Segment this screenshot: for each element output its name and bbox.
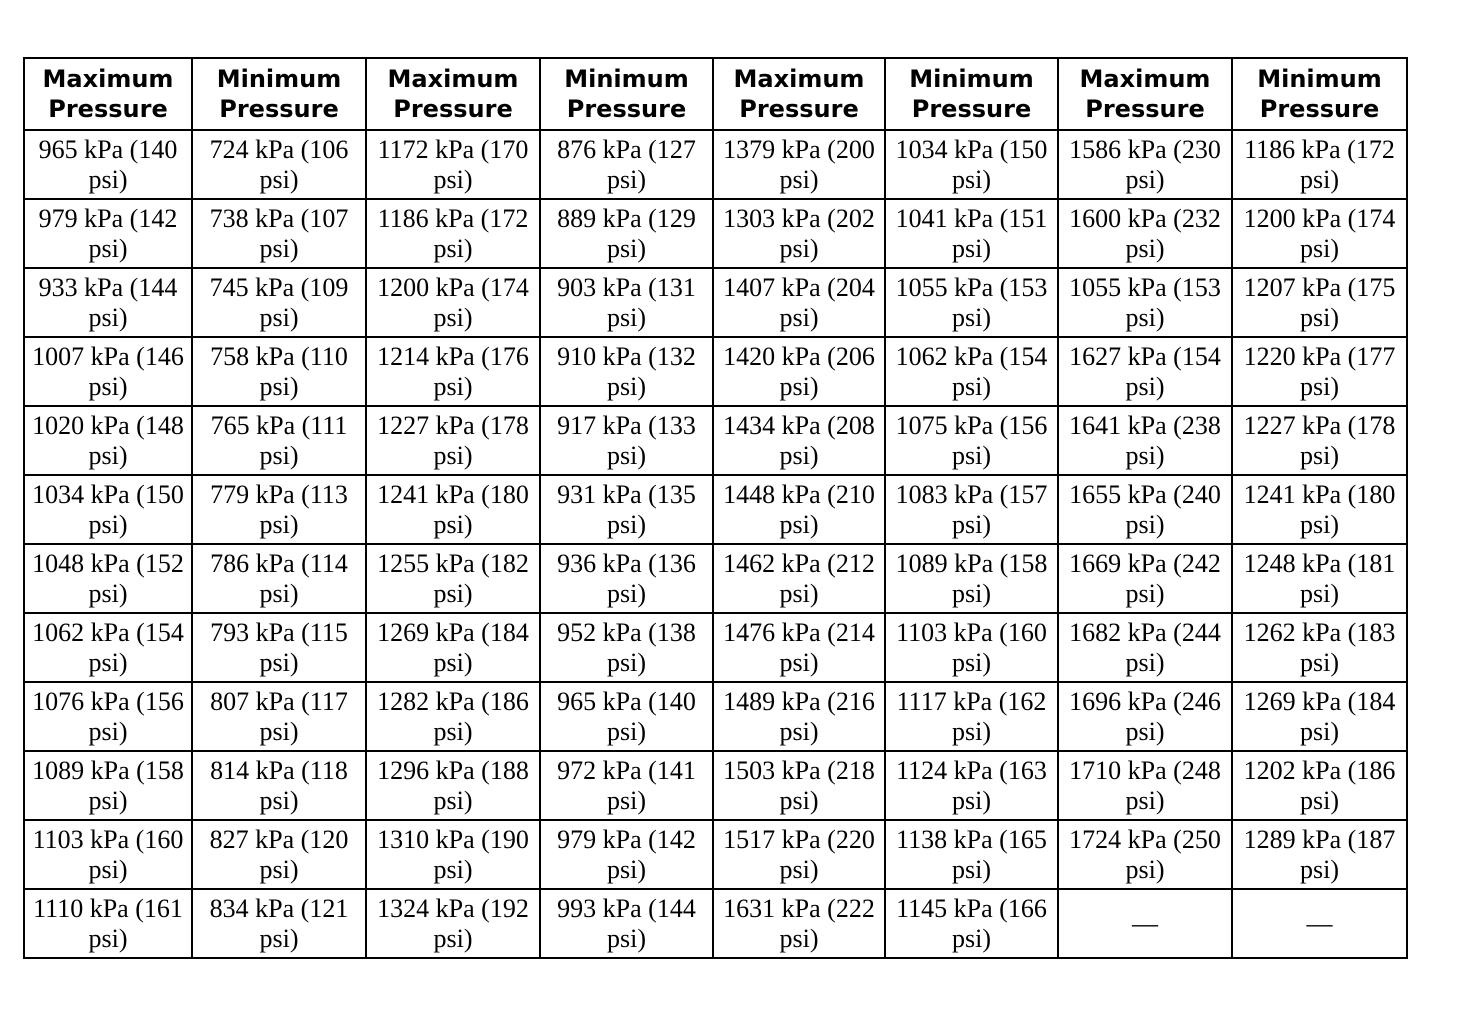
table-cell <box>885 406 1058 475</box>
column-header <box>885 58 1058 130</box>
table-cell <box>192 682 366 751</box>
table-cell <box>713 406 885 475</box>
column-header <box>192 58 366 130</box>
column-header-label: Maximum Pressure <box>1079 65 1211 123</box>
table-cell <box>366 130 540 199</box>
pressure-value: 972 kPa (141 psi) <box>557 755 696 815</box>
pressure-value: 1448 kPa (210 psi) <box>723 479 875 539</box>
table-cell <box>24 544 192 613</box>
pressure-value: 1034 kPa (150 psi) <box>895 134 1048 194</box>
table-cell <box>1232 751 1407 820</box>
table-cell <box>366 199 540 268</box>
pressure-value: 1083 kPa (157 psi) <box>895 479 1048 539</box>
table-cell <box>885 889 1058 958</box>
table-body <box>24 130 1407 958</box>
table-row <box>24 475 1407 544</box>
table-cell <box>24 682 192 751</box>
pressure-value: 1214 kPa (176 psi) <box>377 341 529 401</box>
pressure-value: 1282 kPa (186 psi) <box>377 686 529 746</box>
table-row <box>24 751 1407 820</box>
pressure-value: 1420 kPa (206 psi) <box>723 341 875 401</box>
pressure-value: 807 kPa (117 psi) <box>210 686 348 746</box>
table-cell <box>540 268 713 337</box>
pressure-value: 1055 kPa (153 psi) <box>895 272 1048 332</box>
column-header <box>24 58 192 130</box>
table-cell <box>1058 268 1232 337</box>
pressure-value: — <box>1132 908 1158 938</box>
table-cell <box>24 268 192 337</box>
pressure-value: 1262 kPa (183 psi) <box>1243 617 1396 677</box>
table-cell <box>1058 544 1232 613</box>
pressure-value: 1696 kPa (246 psi) <box>1069 686 1221 746</box>
table-cell <box>713 199 885 268</box>
pressure-value: 903 kPa (131 psi) <box>557 272 696 332</box>
table-cell <box>1058 337 1232 406</box>
table-cell <box>1232 613 1407 682</box>
pressure-value: 779 kPa (113 psi) <box>210 479 348 539</box>
pressure-value: 1248 kPa (181 psi) <box>1243 548 1396 608</box>
table-cell <box>1058 613 1232 682</box>
table-cell <box>713 544 885 613</box>
table-cell <box>24 751 192 820</box>
table-cell <box>192 337 366 406</box>
table-cell <box>24 613 192 682</box>
column-header <box>366 58 540 130</box>
pressure-value: 1641 kPa (238 psi) <box>1069 410 1221 470</box>
table-row <box>24 337 1407 406</box>
table-cell <box>540 475 713 544</box>
table-cell <box>713 268 885 337</box>
pressure-value: 1255 kPa (182 psi) <box>377 548 529 608</box>
pressure-value: 1503 kPa (218 psi) <box>723 755 875 815</box>
pressure-value: 1220 kPa (177 psi) <box>1243 341 1396 401</box>
pressure-value: 786 kPa (114 psi) <box>210 548 348 608</box>
table-cell <box>1058 820 1232 889</box>
table-cell <box>192 268 366 337</box>
table-cell <box>192 199 366 268</box>
column-header <box>1232 58 1407 130</box>
column-header-label: Minimum Pressure <box>1257 65 1382 123</box>
table-cell <box>713 682 885 751</box>
pressure-value: 1227 kPa (178 psi) <box>377 410 529 470</box>
pressure-value: 1489 kPa (216 psi) <box>723 686 875 746</box>
pressure-value: 1048 kPa (152 psi) <box>32 548 184 608</box>
table-cell <box>192 544 366 613</box>
pressure-value: 1241 kPa (180 psi) <box>377 479 529 539</box>
table-row <box>24 130 1407 199</box>
table-cell <box>1058 406 1232 475</box>
pressure-value: 1324 kPa (192 psi) <box>377 893 529 953</box>
table-cell <box>713 820 885 889</box>
pressure-value: 1103 kPa (160 psi) <box>32 824 184 884</box>
pressure-value: 965 kPa (140 psi) <box>38 134 178 194</box>
table-cell <box>885 820 1058 889</box>
pressure-value: 993 kPa (144 psi) <box>557 893 696 953</box>
table-cell <box>24 475 192 544</box>
pressure-value: 1669 kPa (242 psi) <box>1069 548 1221 608</box>
column-header-label: Minimum Pressure <box>564 65 689 123</box>
pressure-value: 1434 kPa (208 psi) <box>723 410 875 470</box>
column-header-label: Minimum Pressure <box>216 65 342 123</box>
pressure-value: 931 kPa (135 psi) <box>557 479 696 539</box>
pressure-value: 979 kPa (142 psi) <box>38 203 178 263</box>
pressure-value: 965 kPa (140 psi) <box>557 686 696 746</box>
pressure-value: 889 kPa (129 psi) <box>557 203 696 263</box>
pressure-value: 1110 kPa (161 psi) <box>33 893 183 953</box>
table-cell <box>1232 889 1407 958</box>
column-header-label: Maximum Pressure <box>387 65 519 123</box>
pressure-value: 814 kPa (118 psi) <box>210 755 348 815</box>
column-header-label: Maximum Pressure <box>733 65 865 123</box>
table-cell <box>366 268 540 337</box>
table-cell <box>192 613 366 682</box>
table-cell <box>192 751 366 820</box>
pressure-value: 1407 kPa (204 psi) <box>723 272 875 332</box>
pressure-value: 1089 kPa (158 psi) <box>895 548 1048 608</box>
pressure-value: 876 kPa (127 psi) <box>557 134 696 194</box>
column-header <box>540 58 713 130</box>
table-cell <box>713 130 885 199</box>
pressure-value: 1289 kPa (187 psi) <box>1243 824 1396 884</box>
table-cell <box>24 199 192 268</box>
table-cell <box>366 889 540 958</box>
pressure-value: 758 kPa (110 psi) <box>210 341 348 401</box>
table-cell <box>713 751 885 820</box>
pressure-value: 1710 kPa (248 psi) <box>1069 755 1221 815</box>
pressure-value: 1117 kPa (162 psi) <box>896 686 1047 746</box>
pressure-value: 765 kPa (111 psi) <box>210 410 348 470</box>
table-cell <box>192 130 366 199</box>
table-cell <box>1232 337 1407 406</box>
table-row <box>24 199 1407 268</box>
table-row <box>24 820 1407 889</box>
table-cell <box>366 406 540 475</box>
pressure-value: 979 kPa (142 psi) <box>557 824 696 884</box>
pressure-value: 1476 kPa (214 psi) <box>723 617 875 677</box>
pressure-value: 1269 kPa (184 psi) <box>1243 686 1396 746</box>
table-cell <box>192 475 366 544</box>
table-row <box>24 613 1407 682</box>
table-cell <box>192 889 366 958</box>
table-cell <box>1232 820 1407 889</box>
table-row <box>24 268 1407 337</box>
pressure-value: 745 kPa (109 psi) <box>209 272 349 332</box>
pressure-value: 1034 kPa (150 psi) <box>32 479 184 539</box>
table-cell <box>885 268 1058 337</box>
table-cell <box>24 820 192 889</box>
table-cell <box>366 820 540 889</box>
table-cell <box>1058 889 1232 958</box>
pressure-value: 1062 kPa (154 psi) <box>895 341 1048 401</box>
table-cell <box>1058 682 1232 751</box>
table-row <box>24 889 1407 958</box>
table-cell <box>1058 751 1232 820</box>
pressure-value: 1586 kPa (230 psi) <box>1069 134 1221 194</box>
table-row <box>24 406 1407 475</box>
table-cell <box>540 751 713 820</box>
table-cell <box>24 889 192 958</box>
pressure-value: 1075 kPa (156 psi) <box>895 410 1048 470</box>
column-header-label: Maximum Pressure <box>42 65 174 123</box>
table-cell <box>713 613 885 682</box>
pressure-value: 1241 kPa (180 psi) <box>1243 479 1396 539</box>
table-cell <box>540 337 713 406</box>
pressure-value: 1227 kPa (178 psi) <box>1243 410 1396 470</box>
pressure-value: 1379 kPa (200 psi) <box>723 134 875 194</box>
pressure-value: 827 kPa (120 psi) <box>209 824 349 884</box>
table-cell <box>885 337 1058 406</box>
table-cell <box>540 199 713 268</box>
pressure-value: 724 kPa (106 psi) <box>209 134 349 194</box>
table-row <box>24 682 1407 751</box>
pressure-value: 1145 kPa (166 psi) <box>896 893 1047 953</box>
pressure-value: 1103 kPa (160 psi) <box>896 617 1047 677</box>
table-cell <box>24 130 192 199</box>
table-cell <box>1058 199 1232 268</box>
table-cell <box>366 682 540 751</box>
table-cell <box>366 337 540 406</box>
column-header-label: Minimum Pressure <box>909 65 1034 123</box>
pressure-value: 910 kPa (132 psi) <box>557 341 696 401</box>
table-cell <box>540 682 713 751</box>
pressure-value: 1007 kPa (146 psi) <box>32 341 184 401</box>
pressure-value: 1269 kPa (184 psi) <box>377 617 529 677</box>
table-cell <box>192 406 366 475</box>
table-cell <box>713 337 885 406</box>
table-cell <box>540 130 713 199</box>
pressure-value: 1296 kPa (188 psi) <box>377 755 529 815</box>
pressure-value: — <box>1306 908 1333 938</box>
pressure-value: 917 kPa (133 psi) <box>557 410 696 470</box>
table-cell <box>366 475 540 544</box>
pressure-value: 1055 kPa (153 psi) <box>1069 272 1221 332</box>
pressure-value: 1627 kPa (154 psi) <box>1069 341 1221 401</box>
table-cell <box>366 544 540 613</box>
pressure-value: 1303 kPa (202 psi) <box>723 203 875 263</box>
header-row <box>24 58 1407 130</box>
table-row <box>24 544 1407 613</box>
table-cell <box>1058 475 1232 544</box>
table-cell <box>713 475 885 544</box>
pressure-value: 1631 kPa (222 psi) <box>723 893 875 953</box>
table-cell <box>713 889 885 958</box>
pressure-value: 1062 kPa (154 psi) <box>32 617 184 677</box>
pressure-table <box>23 57 1408 959</box>
table-cell <box>1232 406 1407 475</box>
table-cell <box>1058 130 1232 199</box>
pressure-value: 1089 kPa (158 psi) <box>32 755 184 815</box>
table-cell <box>366 751 540 820</box>
table-cell <box>885 544 1058 613</box>
table-cell <box>24 406 192 475</box>
pressure-value: 952 kPa (138 psi) <box>557 617 696 677</box>
table-cell <box>540 544 713 613</box>
pressure-value: 1076 kPa (156 psi) <box>32 686 184 746</box>
table-cell <box>540 406 713 475</box>
pressure-value: 1600 kPa (232 psi) <box>1069 203 1221 263</box>
pressure-value: 1138 kPa (165 psi) <box>896 824 1047 884</box>
pressure-value: 1020 kPa (148 psi) <box>32 410 184 470</box>
pressure-value: 1202 kPa (186 psi) <box>1243 755 1396 815</box>
pressure-value: 1200 kPa (174 psi) <box>1243 203 1396 263</box>
pressure-value: 1200 kPa (174 psi) <box>377 272 529 332</box>
table-cell <box>885 130 1058 199</box>
table-cell <box>540 613 713 682</box>
table-cell <box>366 613 540 682</box>
pressure-value: 1310 kPa (190 psi) <box>377 824 529 884</box>
table-cell <box>1232 268 1407 337</box>
table-cell <box>1232 130 1407 199</box>
pressure-value: 1124 kPa (163 psi) <box>896 755 1047 815</box>
table-cell <box>885 682 1058 751</box>
table-cell <box>885 199 1058 268</box>
pressure-value: 1517 kPa (220 psi) <box>723 824 875 884</box>
pressure-value: 1186 kPa (172 psi) <box>1244 134 1395 194</box>
table-cell <box>192 820 366 889</box>
pressure-value: 936 kPa (136 psi) <box>557 548 696 608</box>
pressure-value: 1462 kPa (212 psi) <box>723 548 875 608</box>
table-cell <box>540 820 713 889</box>
pressure-value: 1041 kPa (151 psi) <box>895 203 1048 263</box>
pressure-value: 793 kPa (115 psi) <box>210 617 348 677</box>
table-cell <box>1232 682 1407 751</box>
table-header <box>24 58 1407 130</box>
table-cell <box>885 751 1058 820</box>
column-header <box>1058 58 1232 130</box>
pressure-value: 834 kPa (121 psi) <box>209 893 349 953</box>
pressure-value: 1682 kPa (244 psi) <box>1069 617 1221 677</box>
pressure-value: 1186 kPa (172 psi) <box>377 203 529 263</box>
table-cell <box>1232 544 1407 613</box>
pressure-value: 933 kPa (144 psi) <box>38 272 178 332</box>
table-cell <box>1232 199 1407 268</box>
pressure-value: 738 kPa (107 psi) <box>209 203 349 263</box>
table-cell <box>885 475 1058 544</box>
pressure-value: 1724 kPa (250 psi) <box>1069 824 1221 884</box>
table-cell <box>24 337 192 406</box>
table-cell <box>1232 475 1407 544</box>
pressure-value: 1655 kPa (240 psi) <box>1069 479 1221 539</box>
pressure-value: 1172 kPa (170 psi) <box>377 134 529 194</box>
table-cell <box>885 613 1058 682</box>
table-cell <box>540 889 713 958</box>
column-header <box>713 58 885 130</box>
pressure-value: 1207 kPa (175 psi) <box>1243 272 1396 332</box>
